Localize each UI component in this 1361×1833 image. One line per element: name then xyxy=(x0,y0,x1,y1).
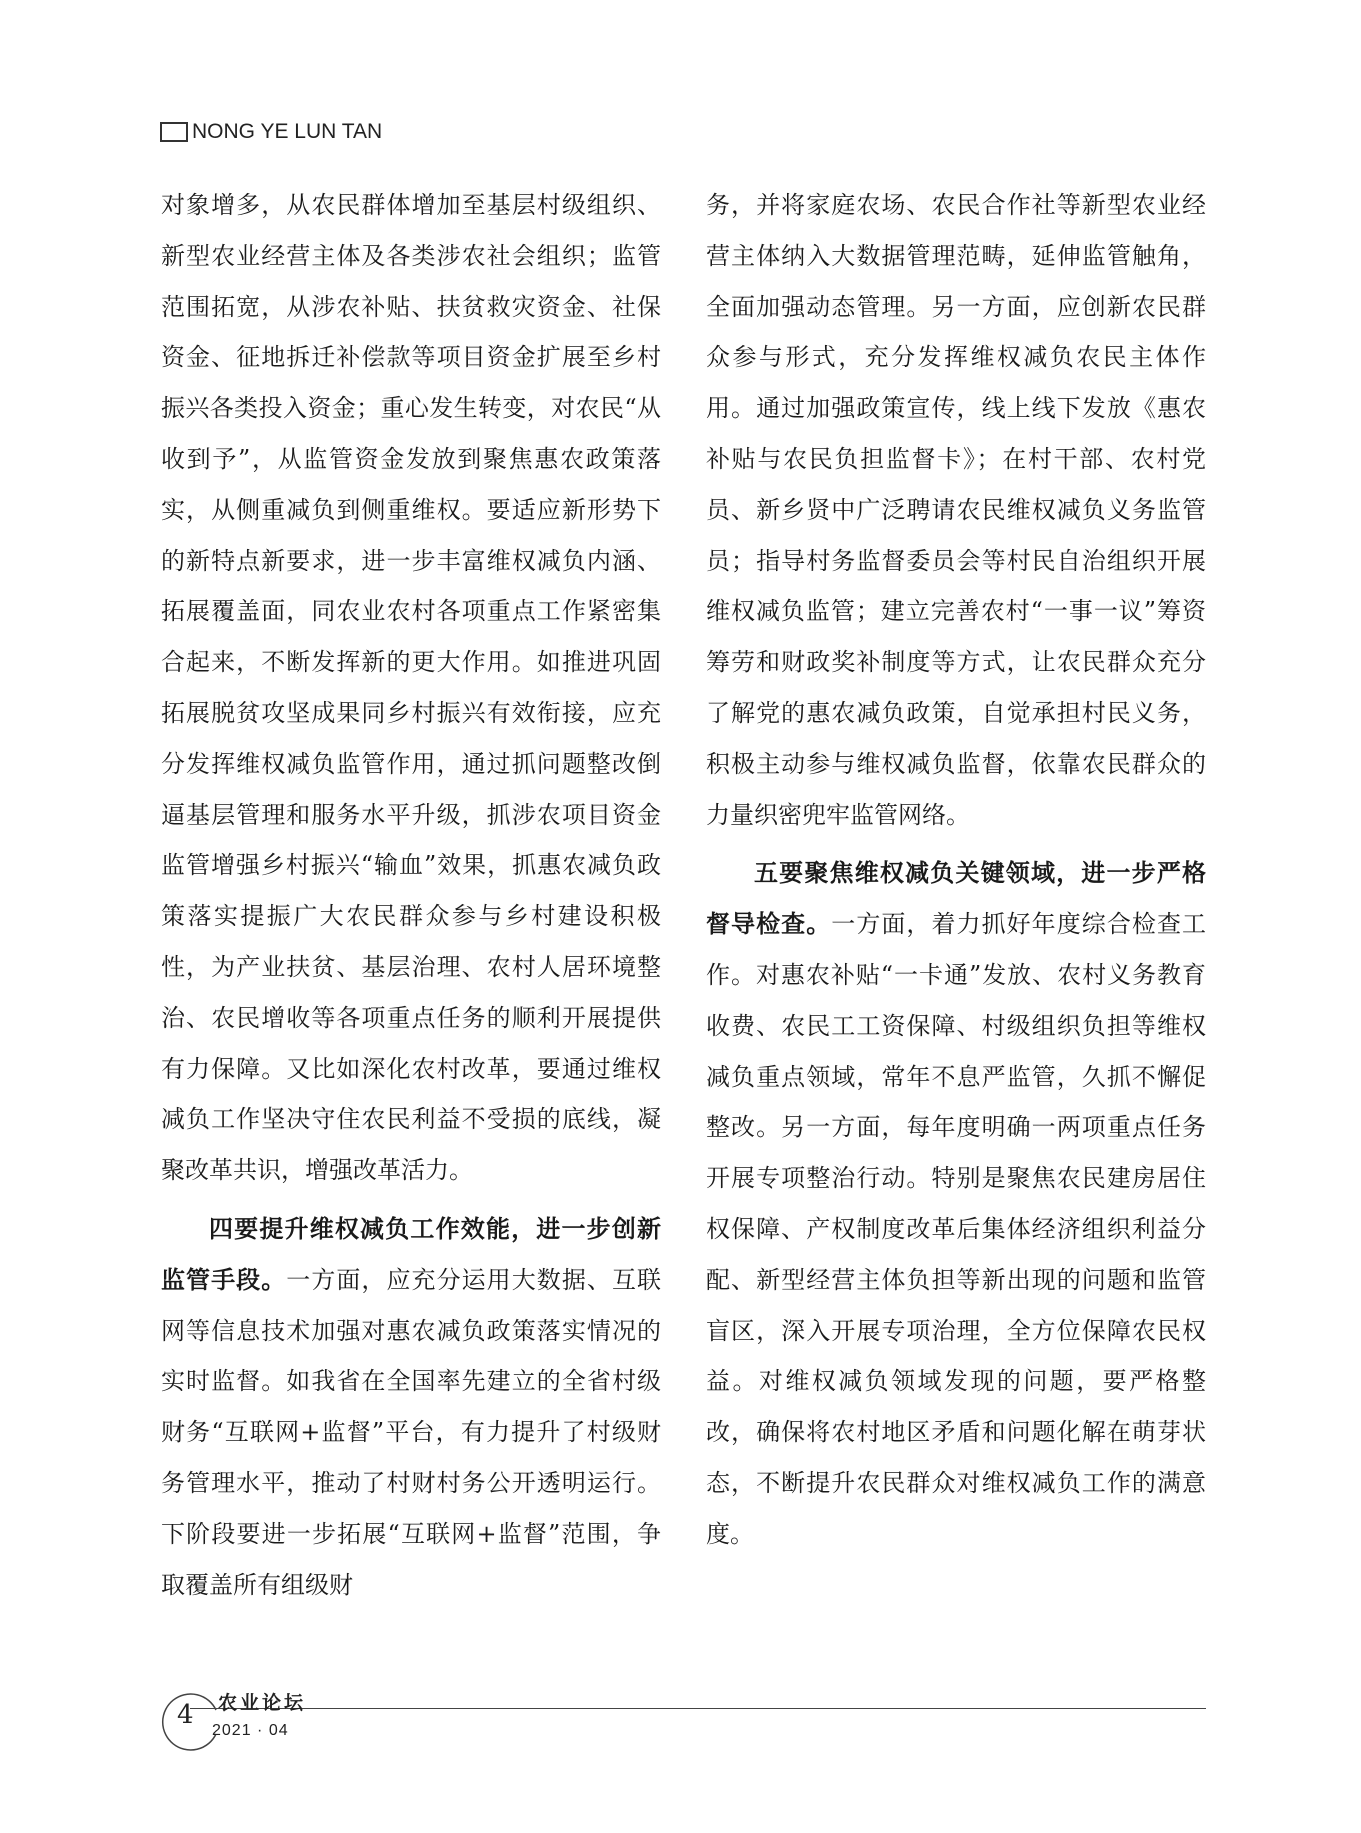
right-paragraph-2-body: 一方面，着力抓好年度综合检查工作。对惠农补贴“一卡通”发放、农村义务教育收费、农民工工资保障、村级组织负担等维权减负重点领域，常年不息严监管，久抓不懈促整改。另一方面，每年度明确一两项重点任务开展专项整治行动。特别是聚焦农民建房居住权保障、产权制度改革后集体经济组织利益分配、新型经营主体负担等新出现的问题和监管盲区，深入开展专项治理，全方位保障农民权益。对维权减负领域发现的问题，要严格整改，确保将农村地区矛盾和问题化解在萌芽状态，不断提升农民群众对维权减负工作的满意度。 xyxy=(706,910,1207,1548)
left-column xyxy=(161,180,661,1610)
left-paragraph-2 xyxy=(161,1204,661,1610)
left-paragraph-2-body: 一方面，应充分运用大数据、互联网等信息技术加强对惠农减负政策落实情况的实时监督。如我省在全国率先建立的全省村级财务“互联网+监督”平台，有力提升了村级财务管理水平，推动了村财村务公开透明运行。下阶段要进一步拓展“互联网+监督”范围，争取覆盖所有组级财 xyxy=(161,1265,662,1599)
left-paragraph-2-heading: 四要提升维权减负工作效能，进一步创新监管手段。 xyxy=(161,1213,661,1294)
journal-name: 农业论坛 xyxy=(218,1692,307,1714)
running-title: NONG YE LUN TAN xyxy=(192,120,383,143)
right-paragraph-1: 务，并将家庭农场、农民合作社等新型农业经营主体纳入大数据管理范畴，延伸监管触角，全面加强动态管理。另一方面，应创新农民群众参与形式，充分发挥维权减负农民主体作用。通过加强政策宣传，线上线下发放《惠农补贴与农民负担监督卡》；在村干部、农村党员、新乡贤中广泛聘请农民维权减负义务监管员；指导村务监督委员会等村民自治组织开展维权减负监管；建立完善农村“一事一议”筹资筹劳和财政奖补制度等方式，让农民群众充分了解党的惠农减负政策，自觉承担村民义务，积极主动参与维权减负监督，依靠农民群众的力量织密兜牢监管网络。 xyxy=(706,191,1206,829)
right-column xyxy=(706,180,1206,1560)
left-paragraph-1: 对象增多，从农民群体增加至基层村级组织、新型农业经营主体及各类涉农社会组织；监管范围拓宽，从涉农补贴、扶贫救灾资金、社保资金、征地拆迁补偿款等项目资金扩展至乡村振兴各类投入资金；重心发生转变，对农民“从收到予”，从监管资金发放到聚焦惠农政策落实，从侧重减负到侧重维权。要适应新形势下的新特点新要求，进一步丰富维权减负内涵、拓展覆盖面，同农业农村各项重点工作紧密集合起来，不断发挥新的更大作用。如推进巩固拓展脱贫攻坚成果同乡村振兴有效衔接，应充分发挥维权减负监管作用，通过抓问题整改倒逼基层管理和服务水平升级，抓涉农项目资金监管增强乡村振兴“输血”效果，抓惠农减负政策落实提振广大农民群众参与乡村建设积极性，为产业扶贫、基层治理、农村人居环境整治、农民增收等各项重点任务的顺利开展提供有力保障。又比如深化农村改革，要通过维权减负工作坚决守住农民利益不受损的底线，凝聚改革共识，增强改革活力。 xyxy=(161,191,661,1185)
page-number: 4 xyxy=(177,1700,194,1730)
running-header xyxy=(160,118,382,146)
header-box-icon xyxy=(160,122,188,142)
right-paragraph-2 xyxy=(706,848,1206,1559)
issue-date: 2021 · 04 xyxy=(212,1722,289,1739)
right-paragraph-2-heading: 五要聚焦维权减负关键领域，进一步严格督导检查。 xyxy=(706,858,1206,939)
footer-rule xyxy=(190,1708,1206,1709)
